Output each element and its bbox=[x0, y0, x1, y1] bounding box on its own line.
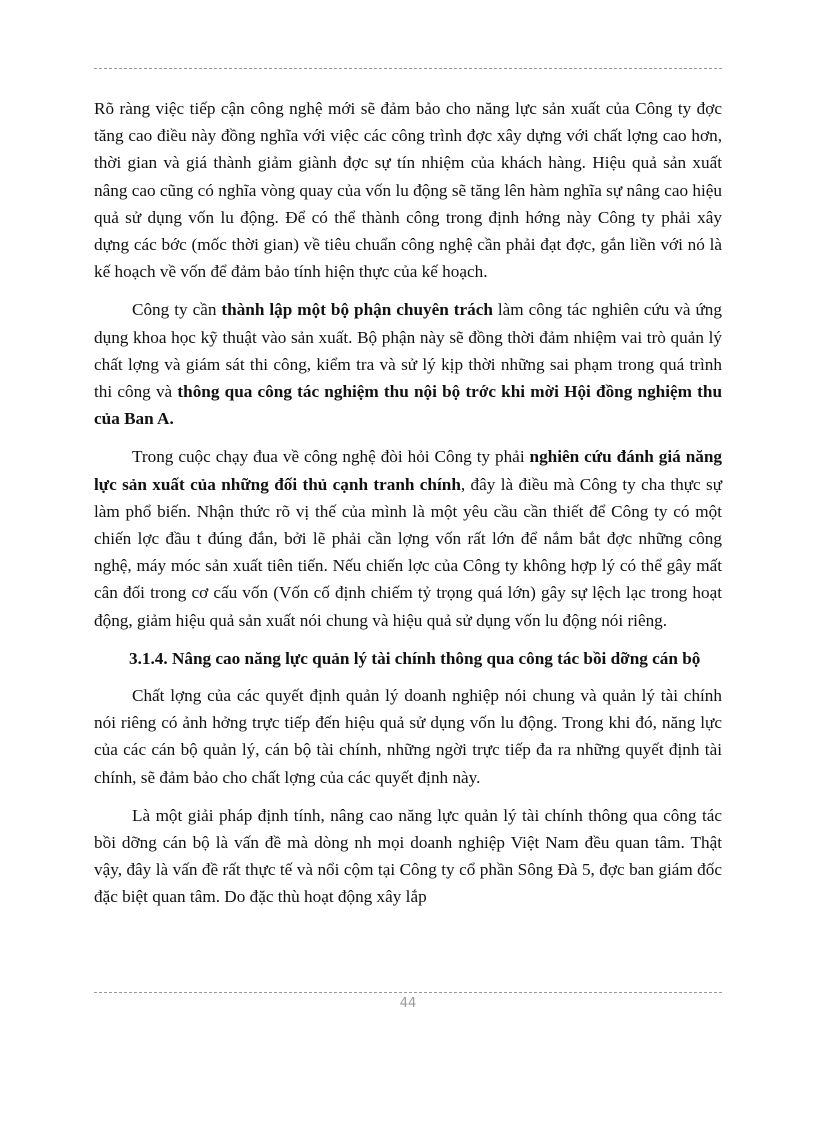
paragraph-3-text: , đây là điều mà Công ty cha thực sự làm phổ biến. Nhận thức rõ vị thế của mình là một yêu cầu cần thiết để Công ty có một chiến lợc đầu t đúng đắn, bởi lẽ phải cần lợng vốn rất lớn để nắm bắt đợc những công nghệ, máy móc sản xuất tiên tiến. Nếu chiến lợc của Công ty không hợp lý có thể gây mất cân đối trong cơ cấu vốn (Vốn cố định chiếm tỷ trọng quá lớn) gây sự lệch lạc trong hoạt động, giảm hiệu quả sản xuất nói chung và hiệu quả sử dụng vốn lu động nói riêng. bbox=[94, 474, 723, 630]
paragraph-2-text: Công ty cần bbox=[132, 300, 222, 320]
paragraph-2 bbox=[94, 296, 722, 432]
paragraph-2-bold-phrase: thông qua công tác nghiệm thu nội bộ trớc khi mời Hội đồng nghiệm thu của Ban A. bbox=[94, 382, 723, 429]
page-body bbox=[94, 95, 722, 922]
paragraph-1 bbox=[94, 95, 722, 285]
paragraph-2-text: làm công tác nghiên cứu và ứng dụng khoa học kỹ thuật vào sản xuất. Bộ phận này sẽ đồng thời đảm nhiệm vai trò quản lý chất lợng và giám sát thi công, kiểm tra và sử lý kịp thời những sai phạm trong quá trình thi công và bbox=[94, 300, 722, 402]
paragraph-4-text: Chất lợng của các quyết định quản lý doanh nghiệp nói chung và quản lý tài chính nói riêng có ảnh hởng trực tiếp đến hiệu quả sử dụng vốn lu động. Trong khi đó, năng lực của các cán bộ quản lý, cán bộ tài chính, những ngời trực tiếp đa ra những quyết định tài chính, sẽ đảm bảo cho chất lợng của các quyết định này. bbox=[94, 686, 722, 787]
paragraph-5-text: Là một giải pháp định tính, nâng cao năng lực quản lý tài chính thông qua công tác bồi dỡng cán bộ là vấn đề mà dòng nh mọi doanh nghiệp Việt Nam đều quan tâm. Thật vậy, đây là vấn đề rất thực tế và nổi cộm tại Công ty cổ phần Sông Đà 5, đợc ban giám đốc đặc biệt quan tâm. Do đặc thù hoạt động xây lắp bbox=[94, 805, 722, 907]
paragraph-2-bold-phrase: thành lập một bộ phận chuyên trách bbox=[221, 300, 493, 320]
paragraph-3-text: Trong cuộc chạy đua về công nghệ đòi hỏi Công ty phải bbox=[132, 447, 530, 467]
section-heading: 3.1.4. Nâng cao năng lực quản lý tài chính thông qua công tác bồi dỡng cán bộ bbox=[129, 648, 701, 668]
footer-rule bbox=[94, 992, 722, 993]
page-number: 44 bbox=[399, 996, 417, 1011]
paragraph-3-bold-phrase: nghiên cứu đánh giá năng lực sản xuất của những đối thủ cạnh tranh chính bbox=[94, 447, 722, 494]
header-rule bbox=[94, 68, 722, 69]
paragraph-3 bbox=[94, 443, 722, 633]
paragraph-5 bbox=[94, 802, 722, 911]
paragraph-4 bbox=[94, 682, 722, 791]
paragraph-1-text: Rõ ràng việc tiếp cận công nghệ mới sẽ đảm bảo cho năng lực sản xuất của Công ty đợc tăng cao điều này đồng nghĩa với việc các công trình đợc xây dựng với chất lợng cao hơn, thời gian và giá thành giảm giành đợc sự tín nhiệm của khách hàng. Hiệu quả sản xuất nâng cao cũng có nghĩa vòng quay của vốn lu động sẽ tăng lên hàm nghĩa sự nâng cao hiệu quả sử dụng vốn lu động. Để có thể thành công trong định hớng này Công ty phải xây dựng các bớc (mốc thời gian) về tiêu chuẩn công nghệ cần phải đạt đợc, gắn liền với nó là kế hoạch về vốn để đảm bảo tính hiện thực của kế hoạch. bbox=[94, 99, 722, 282]
